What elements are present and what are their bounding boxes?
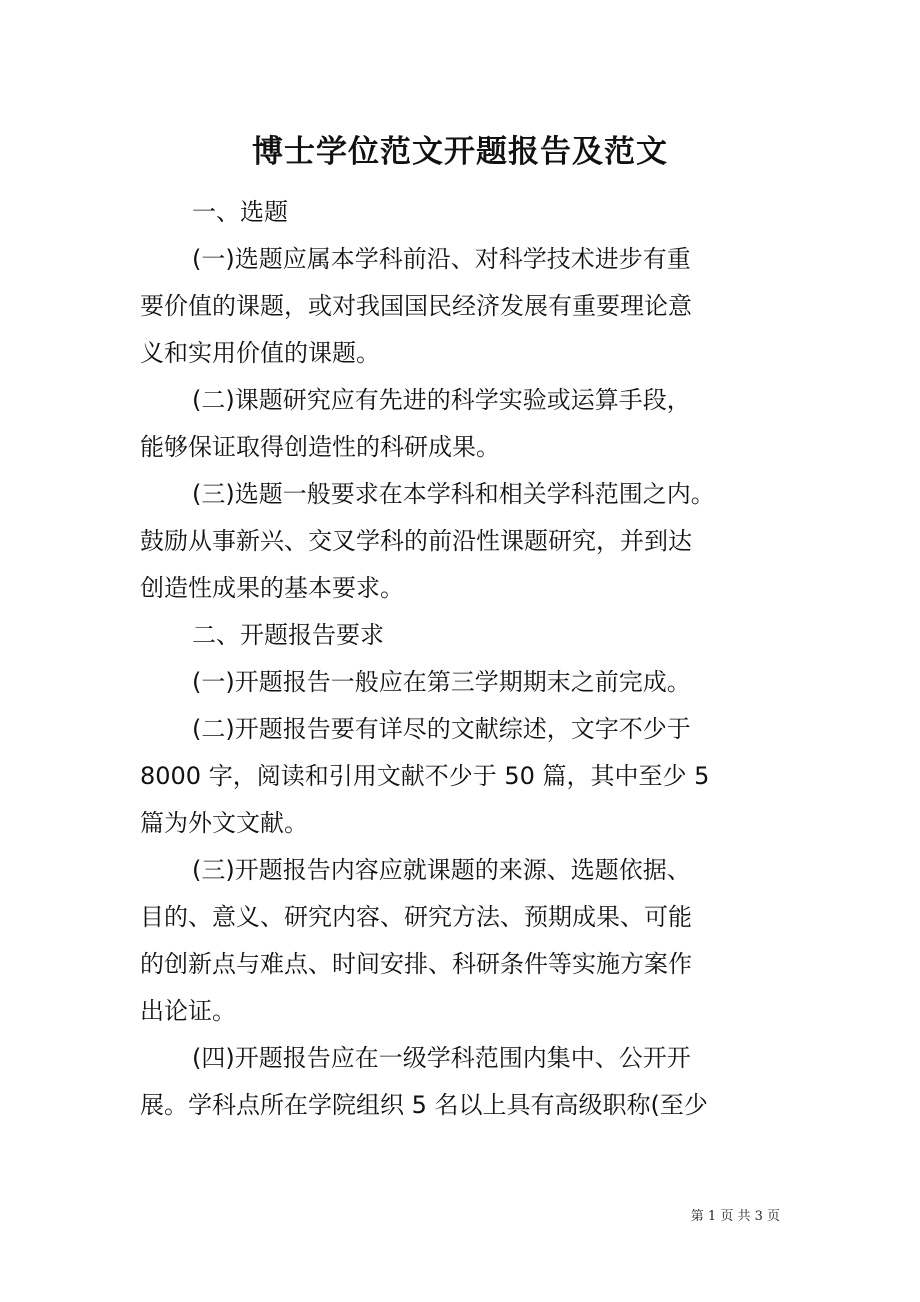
text-line: 一、选题: [192, 198, 288, 226]
paragraph-1-1: [140, 236, 790, 377]
document-body: [140, 189, 790, 1129]
text-line: 义和实用价值的课题。: [140, 339, 380, 367]
paragraph-1-2: [140, 377, 790, 471]
paragraph-section-2-heading: [140, 612, 790, 659]
text-line: 创造性成果的基本要求。: [140, 574, 404, 602]
text-line: 展。学科点所在学院组织 5 名以上具有高级职称(至少: [140, 1091, 708, 1119]
text-line: 目的、意义、研究内容、研究方法、预期成果、可能: [140, 903, 692, 931]
text-line: (二)开题报告要有详尽的文献综述，文字不少于: [192, 715, 691, 743]
text-line: 出论证。: [140, 997, 236, 1025]
paragraph-2-2: [140, 706, 790, 847]
document-title: 博士学位范文开题报告及范文: [252, 134, 668, 170]
paragraph-1-3: [140, 471, 790, 612]
page-number-footer: 第 1 页 共 3 页: [690, 1209, 780, 1224]
text-line: 的创新点与难点、时间安排、科研条件等实施方案作: [140, 950, 692, 978]
text-line: 鼓励从事新兴、交叉学科的前沿性课题研究，并到达: [140, 527, 692, 555]
text-line: 能够保证取得创造性的科研成果。: [140, 433, 500, 461]
text-line: (四)开题报告应在一级学科范围内集中、公开开: [192, 1044, 691, 1072]
text-line: (一)开题报告一般应在第三学期期末之前完成。: [192, 668, 691, 696]
text-line: (三)选题一般要求在本学科和相关学科范围之内。: [192, 480, 715, 508]
text-line: 8000 字，阅读和引用文献不少于 50 篇，其中至少 5: [140, 762, 710, 790]
text-line: 篇为外文文献。: [140, 809, 308, 837]
text-line: (三)开题报告内容应就课题的来源、选题依据、: [192, 856, 691, 884]
text-line: (一)选题应属本学科前沿、对科学技术进步有重: [192, 245, 691, 273]
paragraph-2-4: [140, 1035, 790, 1129]
paragraph-2-3: [140, 847, 790, 1035]
paragraph-section-1-heading: [140, 189, 790, 236]
text-line: 二、开题报告要求: [192, 621, 384, 649]
text-line: (二)课题研究应有先进的科学实验或运算手段，: [192, 386, 691, 414]
text-line: 要价值的课题，或对我国国民经济发展有重要理论意: [140, 292, 692, 320]
paragraph-2-1: [140, 659, 790, 706]
